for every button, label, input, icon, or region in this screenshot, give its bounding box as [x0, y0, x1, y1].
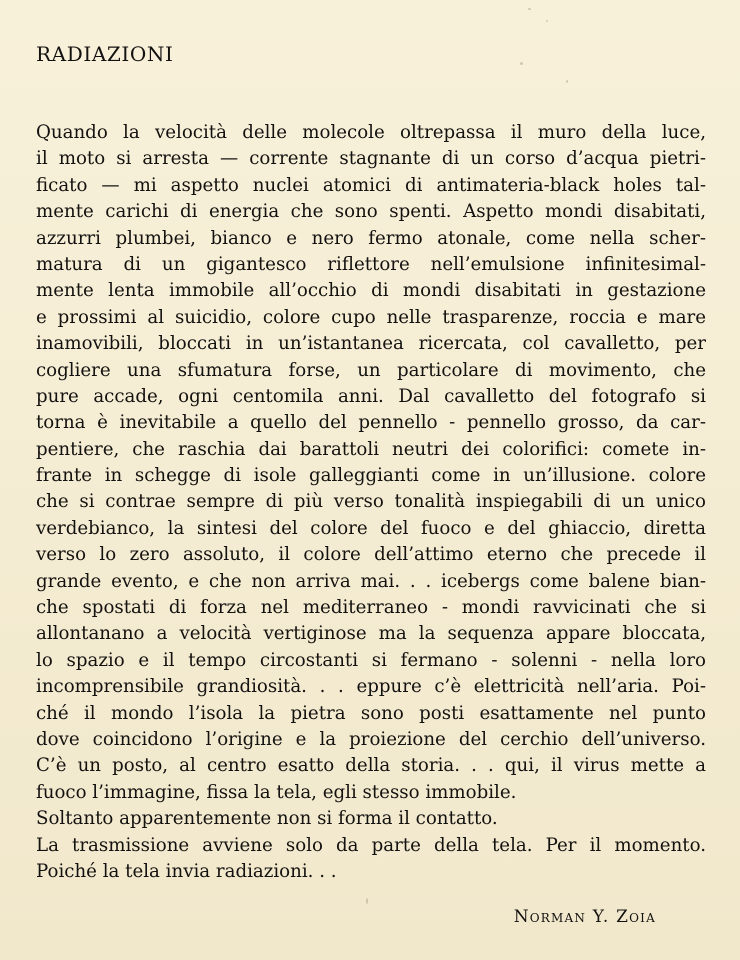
text-line: C’è un posto, al centro esatto della storia. . . qui, il virus mette a — [36, 755, 706, 777]
text-line: ché il mondo l’isola la pietra sono posti esattamente nel punto — [36, 702, 706, 724]
text-line: il moto si arresta — corrente stagnante di un corso d’acqua pietri- — [36, 148, 706, 170]
text-line: Soltanto apparentemente non si forma il contatto. — [36, 808, 498, 830]
author-signature: Norman Y. Zoia — [513, 907, 656, 927]
text-line: torna è inevitabile a quello del pennello - pennello grosso, da car- — [36, 412, 706, 434]
text-line: verdebianco, la sintesi del colore del fuoco e del ghiaccio, diretta — [36, 517, 706, 539]
text-line: fuoco l’immagine, fissa la tela, egli stesso immobile. — [36, 781, 517, 803]
paper-speck — [528, 8, 531, 10]
text-line: lo spazio e il tempo circostanti si fermano - solenni - nella loro — [36, 649, 706, 671]
text-line: grande evento, e che non arriva mai. . . icebergs come balene bian- — [36, 570, 706, 592]
text-line: che si contrae sempre di più verso tonalità inspiegabili di un unico — [36, 491, 706, 513]
text-line: mente lenta immobile all’occhio di mondi disabitati in gestazione — [36, 280, 706, 302]
text-line: pentiere, che raschia dai barattoli neutri dei colorifici: comete in- — [36, 438, 706, 460]
document-title: RADIAZIONI — [36, 42, 174, 66]
text-line: incomprensibile grandiosità. . . eppure c’è elettricità nell’aria. Poi- — [36, 676, 706, 698]
paper-speck — [366, 898, 368, 904]
text-line: pure accade, ogni centomila anni. Dal cavalletto del fotografo si — [36, 385, 706, 407]
text-line: verso lo zero assoluto, il colore dell’attimo eterno che precede il — [36, 544, 706, 566]
text-line: mente carichi di energia che sono spenti. Aspetto mondi disabitati, — [36, 201, 706, 223]
text-line: che spostati di forza nel mediterraneo - mondi ravvicinati che si — [36, 597, 706, 619]
paper-speck — [520, 62, 523, 65]
paper-speck — [566, 80, 568, 83]
text-line: Quando la velocità delle molecole oltrepassa il muro della luce, — [36, 122, 706, 143]
text-line: Poiché la tela invia radiazioni. . . — [36, 860, 337, 882]
text-line: ficato — mi aspetto nuclei atomici di antimateria-black holes tal- — [36, 174, 706, 196]
text-line: La trasmissione avviene solo da parte della tela. Per il momento. — [36, 834, 706, 856]
text-line: azzurri plumbei, bianco e nero fermo atonale, come nella scher- — [36, 227, 706, 249]
text-line: cogliere una sfumatura forse, un particolare di movimento, che — [36, 359, 706, 381]
body-text — [36, 120, 706, 885]
text-line: e prossimi al suicidio, colore cupo nelle trasparenze, roccia e mare — [36, 306, 706, 328]
text-line: frante in schegge di isole galleggianti come in un’illusione. colore — [36, 465, 706, 487]
text-line: dove coincidono l’origine e la proiezione del cerchio dell’universo. — [36, 728, 706, 750]
text-line: matura di un gigantesco riflettore nell’emulsione infinitesimal- — [36, 253, 706, 275]
text-line: allontanano a velocità vertiginose ma la sequenza appare bloccata, — [36, 623, 706, 645]
text-line: inamovibili, bloccati in un’istantanea ricercata, col cavalletto, per — [36, 333, 706, 355]
paper-speck — [546, 20, 548, 22]
